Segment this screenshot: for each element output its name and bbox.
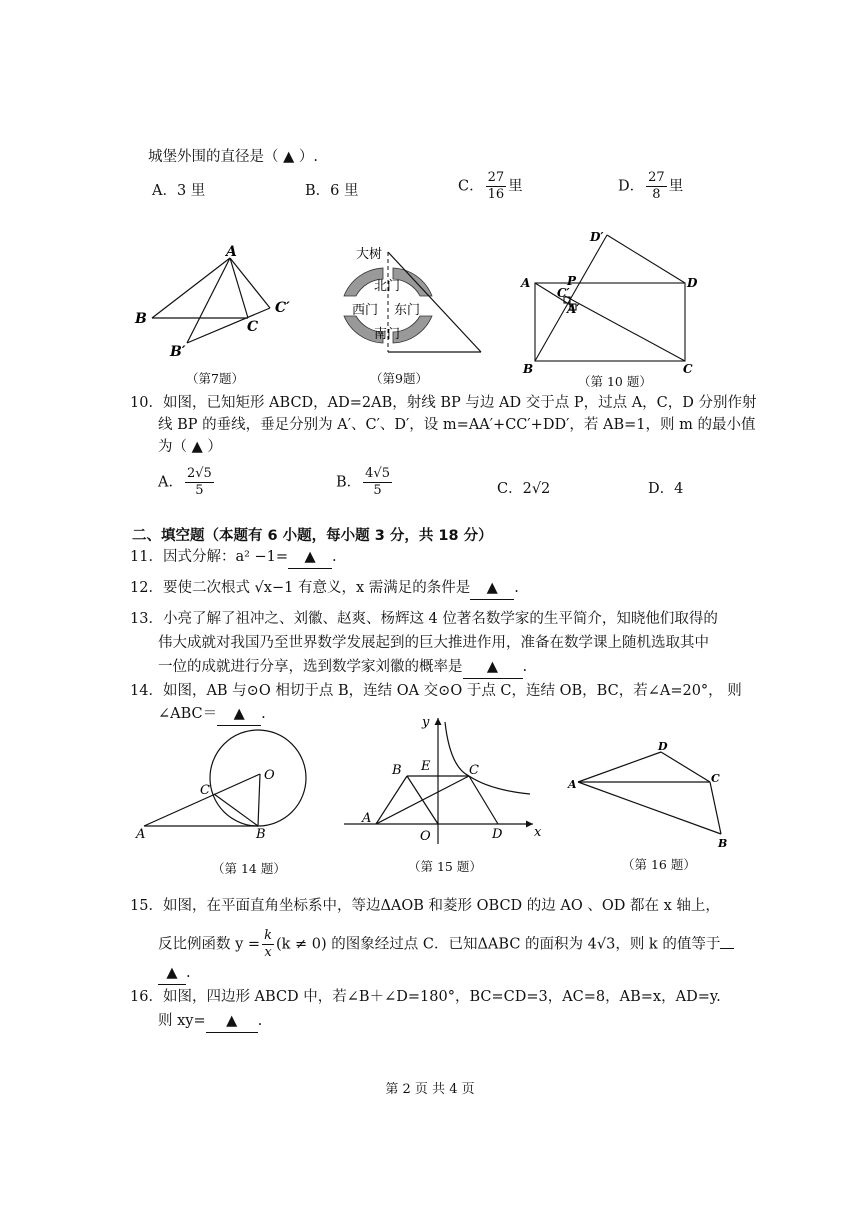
q13-line1: 13．小亮了解了祖冲之、刘徽、赵爽、杨辉这 4 位著名数学家的生平简介，知晓他们取得的 xyxy=(130,611,718,627)
q9-option-c-suffix: 里 xyxy=(508,178,523,195)
figure-7 xyxy=(130,238,300,366)
q11-end: . xyxy=(332,549,337,565)
q16-line2-text: 则 xy= xyxy=(158,1013,206,1029)
q9-option-d-num: 27 xyxy=(648,170,665,185)
fig9-label-south: 南门 xyxy=(374,327,401,342)
q14-end: . xyxy=(261,706,266,722)
q9-option-b[interactable]: B．6 里 xyxy=(305,183,359,199)
q14-line1: 14．如图，AB 与⊙O 相切于点 B，连结 OA 交⊙O 于点 C，连结 OB，BC，若∠A=20°， 则 xyxy=(130,683,742,699)
q10-option-c[interactable]: C．2√2 xyxy=(497,481,551,497)
q10-option-b[interactable] xyxy=(336,466,394,499)
fig16-label-a: A xyxy=(568,778,577,791)
q9-option-d[interactable] xyxy=(618,170,683,203)
figure-15 xyxy=(338,712,548,850)
q14-line2-text: ∠ABC＝ xyxy=(158,706,218,722)
q9-option-d-prefix: D． xyxy=(618,178,645,195)
q9-option-c-den: 16 xyxy=(487,187,505,202)
page-footer: 第 2 页 共 4 页 xyxy=(385,1082,475,1097)
q15-line3 xyxy=(158,962,191,985)
q15-line2b: (k ≠ 0) 的图象经过点 C．已知ΔABC 的面积为 4√3，则 k 的值等于 xyxy=(275,936,721,953)
q14-line2 xyxy=(158,703,266,726)
q12 xyxy=(130,577,519,600)
fig14-label-b: B xyxy=(256,827,266,842)
q10-option-a[interactable] xyxy=(158,466,216,499)
fig9-label-tree: 大树 xyxy=(356,247,383,262)
q15-line2 xyxy=(158,928,734,961)
q10-option-b-fraction xyxy=(363,466,392,499)
q10-option-b-prefix: B． xyxy=(336,474,362,491)
fig10-label-c: C xyxy=(683,362,693,376)
fig16-label-d: D xyxy=(658,740,668,753)
fig7-label-c: C xyxy=(247,319,259,335)
q10-line3: 为（ ▲ ） xyxy=(158,439,222,455)
q15-fraction xyxy=(262,928,274,961)
fig10-label-a: A xyxy=(521,276,531,290)
q9-option-c-fraction xyxy=(486,170,507,203)
fig10-label-aprime: A′ xyxy=(567,302,580,316)
q11 xyxy=(130,546,337,569)
fig9-caption: （第9题） xyxy=(370,371,428,386)
q12-text: 12．要使二次根式 √x−1 有意义，x 需满足的条件是 xyxy=(130,580,471,596)
figure-16 xyxy=(566,740,741,852)
fig7-label-a: A xyxy=(226,244,237,260)
q10-option-a-num: 2√5 xyxy=(186,466,212,481)
q15-line1: 15．如图，在平面直角坐标系中，等边ΔAOB 和菱形 OBCD 的边 AO 、OD 都在 x 轴上， xyxy=(130,898,720,914)
fig7-caption: （第7题） xyxy=(186,371,244,386)
q12-end: . xyxy=(514,580,519,596)
q15-frac-num: k xyxy=(264,928,272,943)
q13-line2: 伟大成就对我国乃至世界数学发展起到的巨大推进作用，准备在数学课上随机选取其中 xyxy=(158,635,709,651)
fig16-label-b: B xyxy=(718,837,728,850)
figure-10 xyxy=(515,225,700,377)
q10-option-b-num: 4√5 xyxy=(365,466,390,481)
fig15-label-a: A xyxy=(362,811,372,826)
q9-option-d-fraction xyxy=(646,170,667,203)
q10-option-a-den: 5 xyxy=(195,483,204,498)
q15-line2a: 反比例函数 y = xyxy=(158,936,261,953)
fig10-label-p: P xyxy=(567,274,577,288)
fig16-caption: （第 16 题） xyxy=(622,857,696,872)
q9-stem: 城堡外围的直径是（ ▲ ）. xyxy=(148,149,318,165)
q10-option-b-den: 5 xyxy=(373,483,382,498)
fig16-label-c: C xyxy=(711,772,720,785)
q10-option-a-fraction xyxy=(185,466,214,499)
q9-option-c[interactable] xyxy=(458,170,523,203)
figure-14 xyxy=(130,726,310,844)
q10-option-a-prefix: A． xyxy=(158,474,183,491)
fig15-label-d: D xyxy=(492,827,503,842)
fig14-caption: （第 14 题） xyxy=(212,861,286,876)
q13-line3-text: 一位的成就进行分享，选到数学家刘徽的概率是 xyxy=(158,659,463,675)
fig10-caption: （第 10 题） xyxy=(578,374,652,389)
q15-frac-den: x xyxy=(264,945,272,960)
fig9-label-east: 东门 xyxy=(394,303,421,318)
q10-line1: 10．如图，已知矩形 ABCD，AD=2AB，射线 BP 与边 AD 交于点 P，过点 A，C，D 分别作射 xyxy=(130,395,757,411)
fig15-label-c: C xyxy=(469,763,479,778)
fig15-label-y: y xyxy=(422,715,430,730)
q10-option-d[interactable]: D．4 xyxy=(648,481,684,497)
q9-option-d-suffix: 里 xyxy=(668,178,684,195)
q9-option-c-prefix: C． xyxy=(458,178,484,195)
fig10-label-dprime: D′ xyxy=(590,230,604,244)
fig14-label-a: A xyxy=(136,827,146,842)
q11-answer-blank[interactable]: ▲ xyxy=(288,546,332,569)
q9-option-c-num: 27 xyxy=(487,170,505,185)
fig9-label-west: 西门 xyxy=(352,303,379,318)
fig10-label-d: D xyxy=(687,276,698,290)
q15-answer-blank[interactable]: ▲ xyxy=(158,962,186,985)
q15-blank-tail xyxy=(720,948,734,949)
q16-answer-blank[interactable]: ▲ xyxy=(206,1010,258,1033)
q12-answer-blank[interactable]: ▲ xyxy=(470,577,514,600)
q15-end: . xyxy=(186,965,191,981)
fig9-label-north: 北门 xyxy=(374,279,401,294)
q11-text: 11．因式分解：a² −1= xyxy=(130,549,289,565)
fig15-label-b: B xyxy=(392,763,402,778)
fig7-label-b: B xyxy=(135,311,147,327)
fig14-label-o: O xyxy=(264,768,275,783)
q14-answer-blank[interactable]: ▲ xyxy=(217,703,261,726)
fig15-caption: （第 15 题） xyxy=(408,859,482,874)
fig15-label-o: O xyxy=(420,829,431,844)
section-2-title: 二、填空题（本题有 6 小题，每小题 3 分，共 18 分） xyxy=(132,528,493,544)
fig15-label-x: x xyxy=(534,825,542,840)
fig14-label-c: C xyxy=(200,783,210,798)
figure-9 xyxy=(338,240,488,360)
q13-answer-blank[interactable]: ▲ xyxy=(463,656,523,679)
fig7-label-bprime: B′ xyxy=(170,344,186,360)
q13-line3 xyxy=(158,656,527,679)
q9-option-a[interactable]: A．3 里 xyxy=(152,183,206,199)
fig7-label-cprime: C′ xyxy=(275,300,290,316)
q13-end: . xyxy=(522,659,528,675)
q16-end: . xyxy=(257,1013,263,1029)
q9-option-d-den: 8 xyxy=(652,187,661,202)
q16-line2 xyxy=(158,1010,262,1033)
q10-line2: 线 BP 的垂线，垂足分别为 A′、C′、D′，设 m=AA′+CC′+DD′，若 AB=1，则 m 的最小值 xyxy=(158,417,756,433)
q16-line1: 16．如图，四边形 ABCD 中，若∠B＋∠D=180°，BC=CD=3，AC=8，AB=x，AD=y. xyxy=(130,989,721,1005)
fig15-label-e: E xyxy=(421,759,431,774)
fig10-label-cprime: C′ xyxy=(557,286,570,300)
fig10-label-b: B xyxy=(523,362,534,376)
